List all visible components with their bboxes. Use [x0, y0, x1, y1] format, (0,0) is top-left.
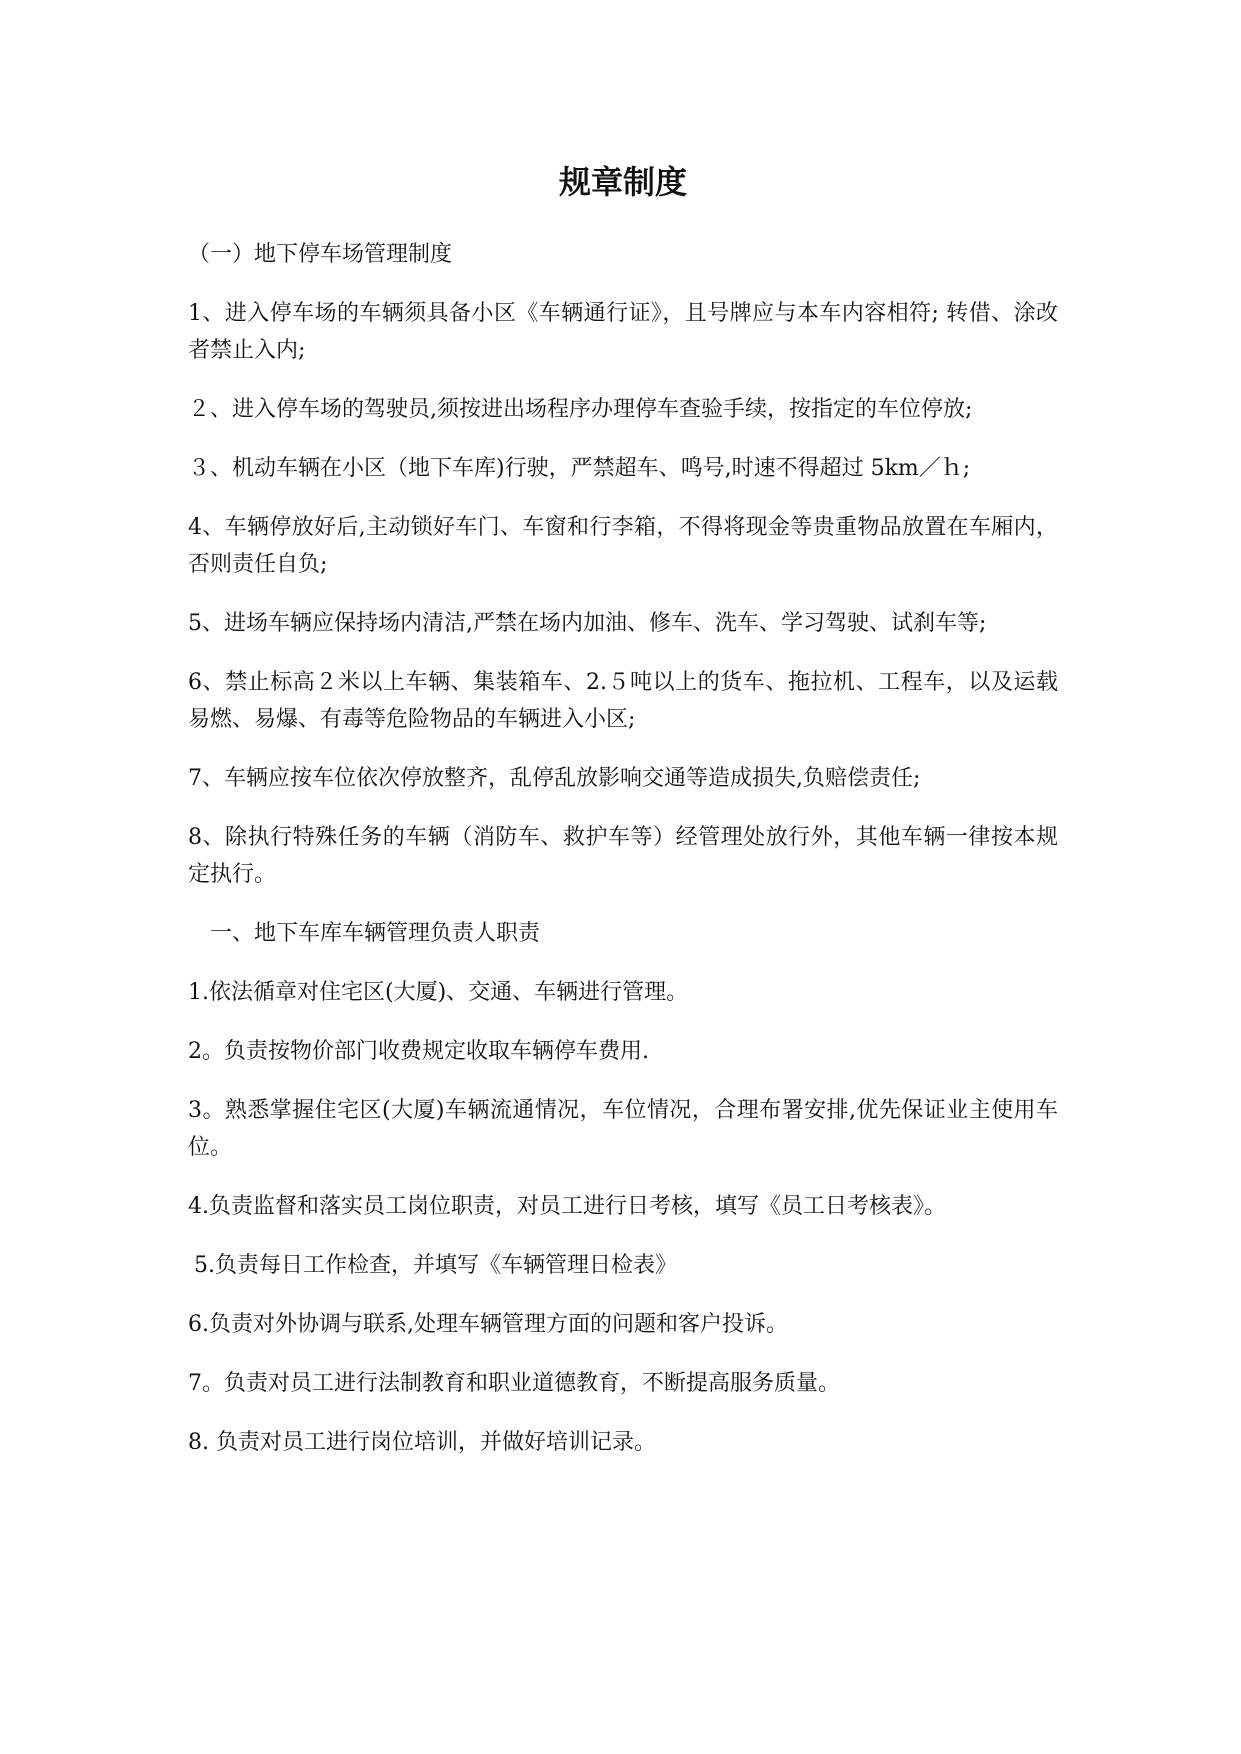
duty-item-8: 8. 负责对员工进行岗位培训，并做好培训记录。 — [188, 1430, 656, 1455]
duty-item-6: 6.负责对外协调与联系,处理车辆管理方面的问题和客户投诉。 — [188, 1312, 788, 1337]
rule-item-6: 6、禁止标高２米以上车辆、集装箱车、2.５吨以上的货车、拖拉机、工程车，以及运载易燃、易爆、有毒等危险物品的车辆进入小区; — [188, 670, 1058, 732]
rule-item-7: 7、车辆应按车位依次停放整齐，乱停乱放影响交通等造成损失,负赔偿责任; — [188, 766, 921, 791]
document-title: 规章制度 — [558, 163, 687, 201]
rule-item-1: 1、进入停车场的车辆须具备小区《车辆通行证》，且号牌应与本车内容相符; 转借、涂改者禁止入内; — [188, 301, 1058, 363]
duty-item-5: 5.负责每日工作检查，并填写《车辆管理日检表》 — [194, 1253, 677, 1278]
section-heading-parking-rules: （一）地下停车场管理制度 — [188, 242, 453, 267]
rule-item-2: ２、进入停车场的驾驶员,须按进出场程序办理停车查验手续，按指定的车位停放; — [188, 397, 973, 422]
rule-item-8: 8、除执行特殊任务的车辆（消防车、救护车等）经管理处放行外，其他车辆一律按本规定执行。 — [188, 825, 1058, 887]
duty-item-7: 7。负责对员工进行法制教育和职业道德教育，不断提高服务质量。 — [188, 1371, 840, 1396]
duty-item-4: 4.负责监督和落实员工岗位职责，对员工进行日考核，填写《员工日考核表》。 — [188, 1194, 946, 1219]
duty-item-1: 1.依法循章对住宅区(大厦)、交通、车辆进行管理。 — [188, 980, 689, 1005]
rule-item-4: 4、车辆停放好后,主动锁好车门、车窗和行李箱，不得将现金等贵重物品放置在车厢内，否则责任自负; — [188, 515, 1058, 577]
rule-item-3: ３、机动车辆在小区（地下车库)行驶，严禁超车、鸣号,时速不得超过 5km／ｈ; — [188, 456, 971, 481]
document-body — [188, 236, 1058, 1461]
duty-item-2: 2。负责按物价部门收费规定收取车辆停车费用. — [188, 1039, 649, 1064]
section-heading-manager-duties: 一、地下车库车辆管理负责人职责 — [210, 921, 541, 946]
duty-item-3: 3。熟悉掌握住宅区(大厦)车辆流通情况，车位情况，合理布署安排,优先保证业主使用车位。 — [188, 1098, 1058, 1160]
rule-item-5: 5、进场车辆应保持场内清洁,严禁在场内加油、修车、洗车、学习驾驶、试刹车等; — [188, 611, 987, 636]
